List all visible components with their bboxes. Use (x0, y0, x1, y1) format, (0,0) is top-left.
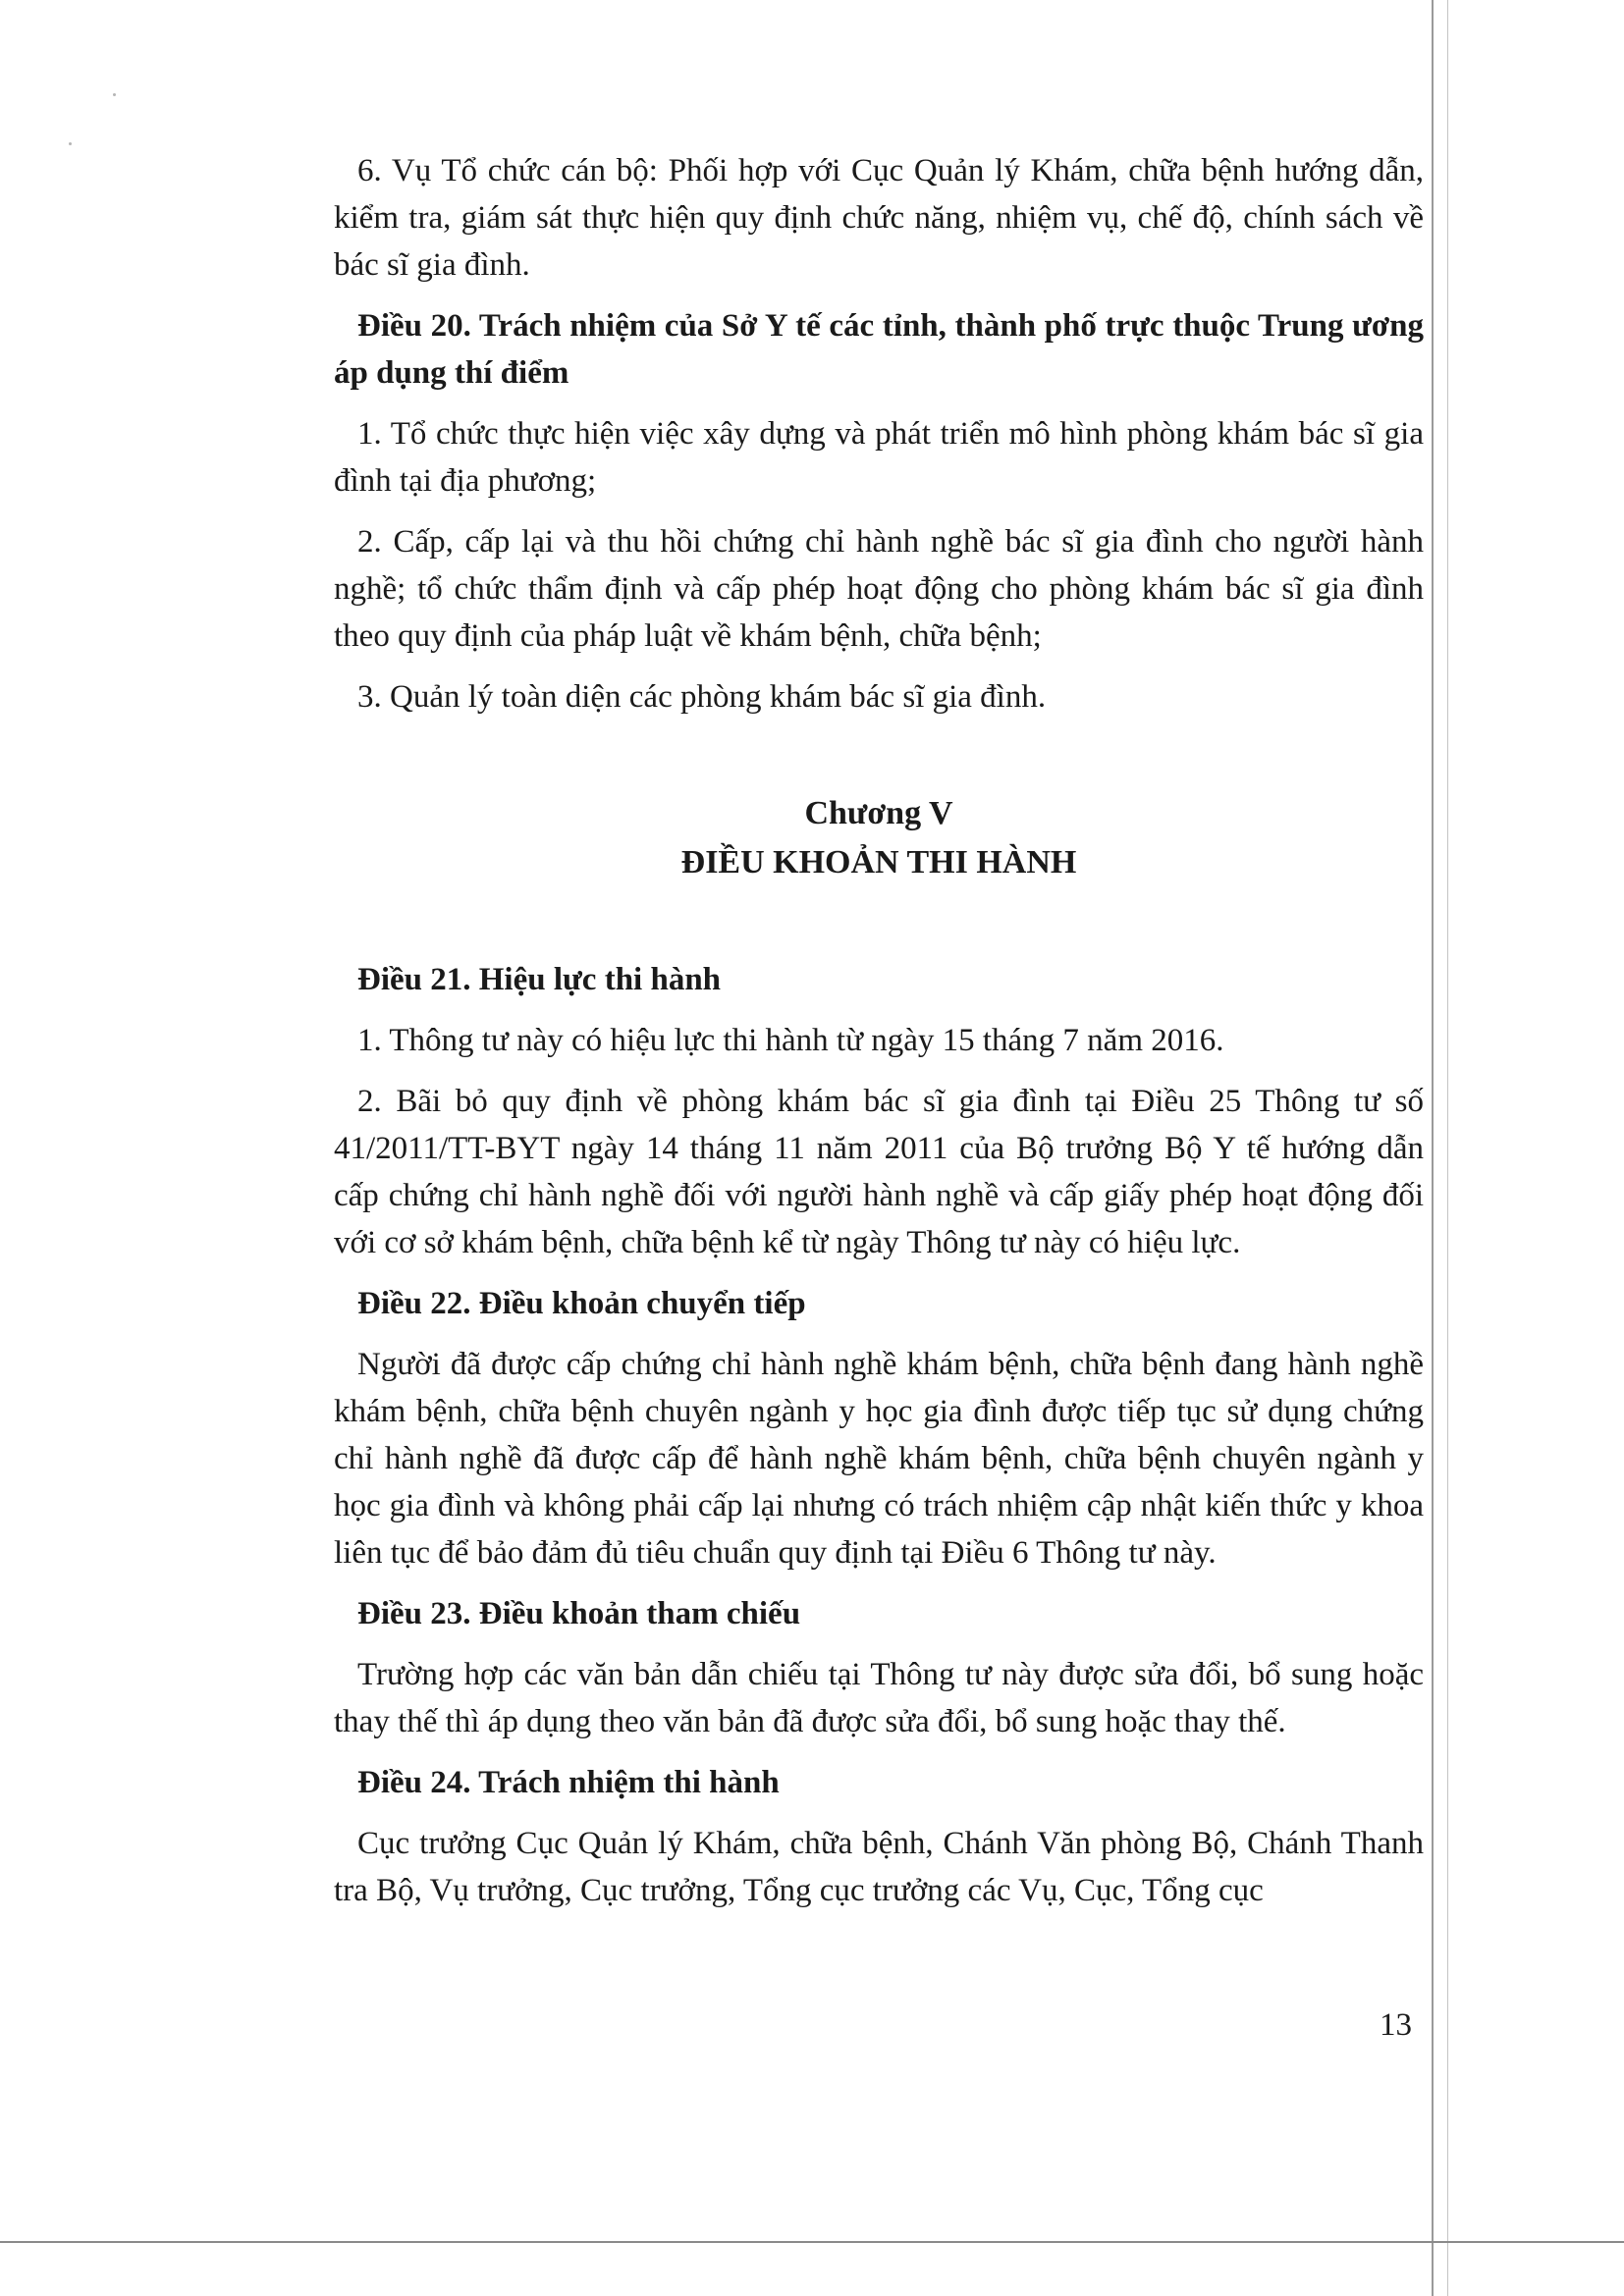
article-24-title: Điều 24. Trách nhiệm thi hành (357, 1765, 780, 1800)
article-22-body: Người đã được cấp chứng chỉ hành nghề khám bệnh, chữa bệnh đang hành nghề khám bệnh, chữa bệnh chuyên ngành y học gia đình được tiếp tục sử dụng chứng chỉ hành nghề đã được cấp để hành nghề khám bệnh, chữa bệnh chuyên ngành y học gia đình và không phải cấp lại nhưng có trách nhiệm cập nhật kiến thức y khoa liên tục để bảo đảm đủ tiêu chuẩn quy định tại Điều 6 Thông tư này. (334, 1347, 1424, 1571)
article-20-title: Điều 20. Trách nhiệm của Sở Y tế các tỉnh, thành phố trực thuộc Trung ương áp dụng thí điểm (334, 308, 1424, 391)
scan-speck (69, 142, 72, 145)
article-20-item-3: 3. Quản lý toàn diện các phòng khám bác sĩ gia đình. (357, 679, 1047, 715)
scan-speck (113, 93, 116, 96)
chapter-title: ĐIỀU KHOẢN THI HÀNH (680, 844, 1077, 881)
page-number: 13 (1380, 2007, 1412, 2043)
article-23-body: Trường hợp các văn bản dẫn chiếu tại Thông tư này được sửa đổi, bổ sung hoặc thay thế thì áp dụng theo văn bản đã được sửa đổi, bổ sung hoặc thay thế. (334, 1657, 1424, 1739)
article-22-title: Điều 22. Điều khoản chuyển tiếp (357, 1286, 806, 1321)
article-23-title: Điều 23. Điều khoản tham chiếu (357, 1596, 801, 1631)
article-20-item-1: 1. Tổ chức thực hiện việc xây dựng và phát triển mô hình phòng khám bác sĩ gia đình tại địa phương; (334, 416, 1424, 499)
article-24-body: Cục trưởng Cục Quản lý Khám, chữa bệnh, Chánh Văn phòng Bộ, Chánh Thanh tra Bộ, Vụ trưởng, Cục trưởng, Tổng cục trưởng các Vụ, Cục, Tổng cục (334, 1826, 1424, 1908)
scan-edge-line-secondary (1447, 0, 1448, 2296)
chapter-heading (334, 789, 1424, 887)
scan-edge-line (1432, 0, 1434, 2296)
scan-bottom-line (0, 2241, 1624, 2243)
article-20-item-2: 2. Cấp, cấp lại và thu hồi chứng chỉ hành nghề bác sĩ gia đình cho người hành nghề; tổ chức thẩm định và cấp phép hoạt động cho phòng khám bác sĩ gia đình theo quy định của pháp luật về khám bệnh, chữa bệnh; (334, 524, 1424, 654)
chapter-label: Chương V (804, 795, 953, 831)
article-21-item-1: 1. Thông tư này có hiệu lực thi hành từ ngày 15 tháng 7 năm 2016. (357, 1023, 1224, 1058)
paragraph-item-6: 6. Vụ Tổ chức cán bộ: Phối hợp với Cục Quản lý Khám, chữa bệnh hướng dẫn, kiểm tra, giám sát thực hiện quy định chức năng, nhiệm vụ, chế độ, chính sách về bác sĩ gia đình. (334, 153, 1424, 283)
document-body (334, 147, 1424, 1928)
article-21-title: Điều 21. Hiệu lực thi hành (357, 962, 722, 997)
article-21-item-2: 2. Bãi bỏ quy định về phòng khám bác sĩ gia đình tại Điều 25 Thông tư số 41/2011/TT-BYT ngày 14 tháng 11 năm 2011 của Bộ trưởng Bộ Y tế hướng dẫn cấp chứng chỉ hành nghề đối với người hành nghề và cấp giấy phép hoạt động đối với cơ sở khám bệnh, chữa bệnh kể từ ngày Thông tư này có hiệu lực. (334, 1084, 1424, 1260)
